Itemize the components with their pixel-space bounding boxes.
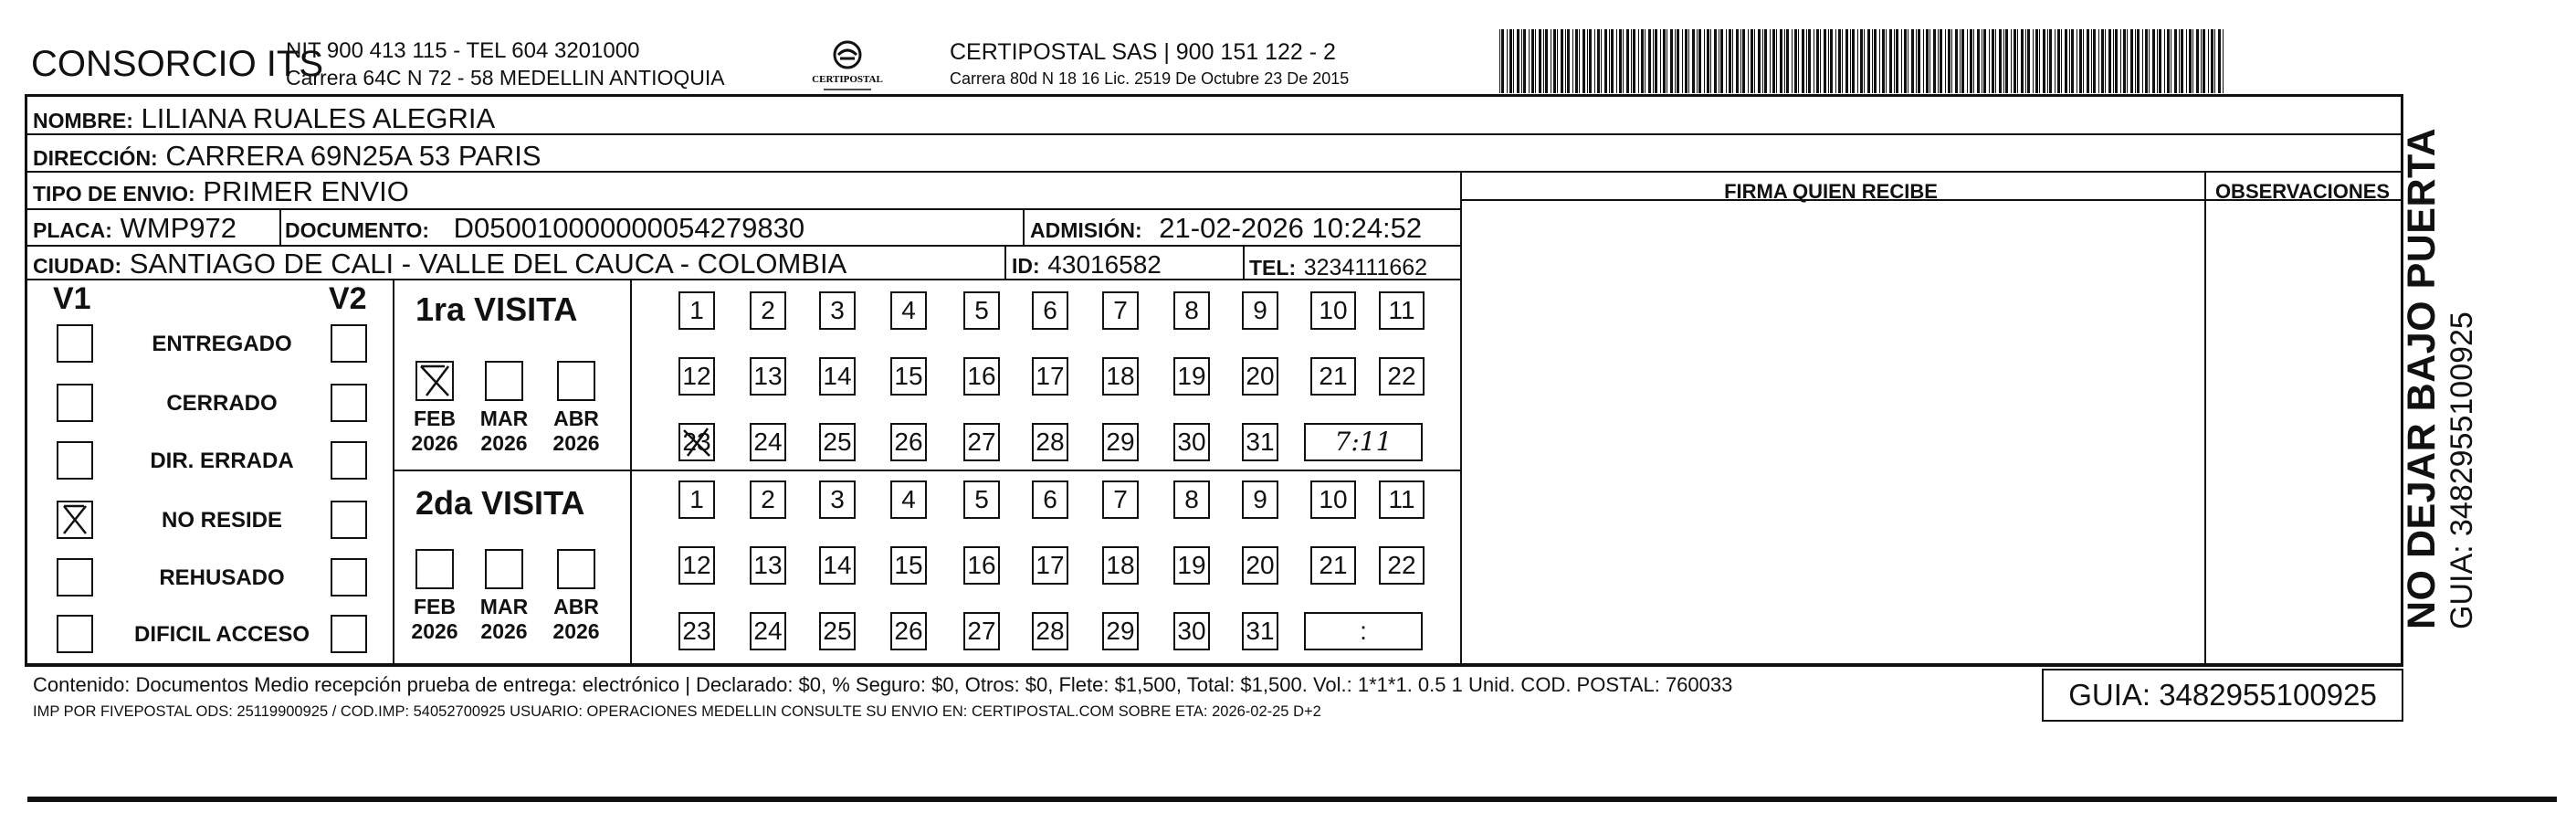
- month-checkbox-feb[interactable]: [415, 361, 454, 401]
- day-number: 8: [1184, 485, 1199, 513]
- day-number: 3: [830, 296, 845, 324]
- bottom-rule: [27, 797, 2557, 802]
- day-number: 25: [823, 617, 852, 645]
- day-number: 10: [1319, 296, 1348, 324]
- day-number: 2: [761, 296, 775, 324]
- day-number: 19: [1177, 362, 1206, 390]
- day-box[interactable]: [1032, 423, 1068, 461]
- month-checkbox-abr[interactable]: [557, 549, 595, 589]
- divider: [1023, 208, 1025, 245]
- day-number: 4: [901, 485, 916, 513]
- day-number: 31: [1246, 617, 1275, 645]
- month-label: [549, 406, 604, 456]
- certipostal-nit: CERTIPOSTAL SAS | 900 151 122 - 2: [950, 39, 1336, 65]
- day-number: 22: [1387, 551, 1416, 579]
- month-year: 2026: [480, 431, 528, 455]
- day-number: 28: [1036, 617, 1065, 645]
- day-box[interactable]: [1032, 612, 1068, 650]
- tipo-envio-value: PRIMER ENVIO: [203, 175, 409, 207]
- v2-checkbox[interactable]: [331, 558, 367, 597]
- day-number: 10: [1319, 485, 1348, 513]
- placa-field: [33, 212, 237, 245]
- day-number: 29: [1106, 617, 1135, 645]
- divider: [1004, 245, 1006, 279]
- day-number: 2: [761, 485, 775, 513]
- day-box[interactable]: [819, 291, 856, 330]
- no-dejar-bajo-puerta: NO DEJAR BAJO PUERTA: [2400, 127, 2444, 629]
- direccion-label: DIRECCIÓN:: [33, 146, 158, 170]
- day-number: 26: [894, 617, 923, 645]
- day-box[interactable]: [1310, 546, 1356, 585]
- day-box[interactable]: [750, 612, 786, 650]
- day-box[interactable]: [1102, 291, 1139, 330]
- documento-value: D050010000000054279830: [453, 212, 805, 244]
- visit1-time-value: 7:11: [1334, 427, 1393, 457]
- month-checkbox-mar[interactable]: [485, 549, 523, 589]
- month-label: [407, 595, 462, 644]
- divider: [1243, 245, 1245, 279]
- day-box[interactable]: [890, 612, 927, 650]
- month-name: FEB: [414, 595, 456, 618]
- day-box[interactable]: [963, 480, 1000, 519]
- status-label: ENTREGADO: [152, 332, 292, 356]
- day-box[interactable]: [1310, 291, 1356, 330]
- month-checkbox-feb[interactable]: [415, 549, 454, 589]
- month-label: [477, 595, 531, 644]
- month-name: MAR: [479, 406, 529, 430]
- day-number: 21: [1319, 362, 1348, 390]
- day-number: 13: [753, 551, 783, 579]
- day-number: 11: [1388, 296, 1415, 324]
- nombre-field: [33, 102, 495, 135]
- day-box[interactable]: [750, 546, 786, 585]
- status-label: DIR. ERRADA: [150, 449, 294, 473]
- day-number: 21: [1319, 551, 1348, 579]
- v2-checkbox[interactable]: [331, 615, 367, 653]
- month-checkbox-mar[interactable]: [485, 361, 523, 401]
- day-box[interactable]: [1242, 546, 1278, 585]
- id-label: ID:: [1012, 254, 1040, 278]
- day-number: 15: [894, 362, 923, 390]
- day-number: 31: [1246, 428, 1275, 456]
- day-number: 28: [1036, 428, 1065, 456]
- company-address: Carrera 64C N 72 - 58 MEDELLIN ANTIOQUIA: [286, 66, 725, 90]
- ciudad-field: [33, 248, 846, 280]
- day-box[interactable]: [678, 480, 715, 519]
- day-box[interactable]: [1173, 546, 1210, 585]
- day-number: 23: [682, 617, 711, 645]
- day-number: 15: [894, 551, 923, 579]
- month-year: 2026: [552, 431, 600, 455]
- day-number: 27: [967, 617, 996, 645]
- day-number: 20: [1246, 362, 1275, 390]
- day-number: 6: [1043, 296, 1057, 324]
- barcode-icon: [1498, 29, 2228, 93]
- placa-value: WMP972: [120, 212, 237, 244]
- day-box[interactable]: [819, 546, 856, 585]
- day-number: 9: [1253, 296, 1267, 324]
- day-number: 29: [1106, 428, 1135, 456]
- month-checkbox-abr[interactable]: [557, 361, 595, 401]
- ciudad-value: SANTIAGO DE CALI - VALLE DEL CAUCA - COLOMBIA: [129, 248, 847, 280]
- logo-text: CERTIPOSTAL: [812, 74, 883, 85]
- day-box[interactable]: [890, 423, 927, 461]
- day-box[interactable]: [1032, 546, 1068, 585]
- day-number: 1: [689, 485, 704, 513]
- day-box[interactable]: [1310, 480, 1356, 519]
- day-box[interactable]: [1102, 423, 1139, 461]
- tel-value: 3234111662: [1303, 255, 1428, 280]
- day-number: 3: [830, 485, 845, 513]
- day-box[interactable]: [963, 423, 1000, 461]
- day-number: 13: [753, 362, 783, 390]
- admision-value: 21-02-2026 10:24:52: [1159, 212, 1423, 244]
- divider: [393, 470, 1460, 471]
- placa-label: PLACA:: [33, 218, 112, 242]
- day-box[interactable]: [1173, 423, 1210, 461]
- day-box[interactable]: [1379, 480, 1425, 519]
- divider: [279, 208, 281, 245]
- day-number: 20: [1246, 551, 1275, 579]
- v1-header: V1: [53, 281, 91, 316]
- day-number: 24: [753, 617, 783, 645]
- admision-field: [1030, 212, 1422, 245]
- month-year: 2026: [480, 619, 528, 643]
- day-box[interactable]: [678, 291, 715, 330]
- visit2-title: 2da VISITA: [415, 484, 585, 522]
- documento-field: [285, 212, 804, 245]
- month-name: FEB: [414, 406, 456, 430]
- day-number: 27: [967, 428, 996, 456]
- day-number: 16: [967, 362, 996, 390]
- day-number: 23: [682, 428, 711, 456]
- day-number: 18: [1106, 551, 1135, 579]
- day-box[interactable]: [750, 357, 786, 396]
- v2-checkbox[interactable]: [331, 324, 367, 363]
- v2-checkbox[interactable]: [331, 441, 367, 480]
- status-label: REHUSADO: [159, 565, 285, 590]
- day-box[interactable]: [1310, 357, 1356, 396]
- day-box[interactable]: [1242, 480, 1278, 519]
- check-mark-icon: [417, 363, 452, 399]
- day-box[interactable]: [1173, 480, 1210, 519]
- day-box[interactable]: [678, 612, 715, 650]
- month-name: MAR: [479, 595, 529, 618]
- month-name: ABR: [553, 406, 599, 430]
- day-number: 16: [967, 551, 996, 579]
- day-box[interactable]: [890, 291, 927, 330]
- tipo-envio-field: [33, 175, 409, 208]
- day-number: 25: [823, 428, 852, 456]
- side-guia: GUIA: 3482955100925: [2445, 311, 2479, 629]
- day-box[interactable]: [1032, 291, 1068, 330]
- nombre-value: LILIANA RUALES ALEGRIA: [141, 102, 496, 134]
- day-number: 8: [1184, 296, 1199, 324]
- day-number: 14: [823, 362, 852, 390]
- divider: [27, 245, 1460, 247]
- day-number: 22: [1387, 362, 1416, 390]
- day-number: 24: [753, 428, 783, 456]
- day-box[interactable]: [1173, 612, 1210, 650]
- month-label: [407, 406, 462, 456]
- day-box[interactable]: [678, 357, 715, 396]
- contents-line: Contenido: Documentos Medio recepción prueba de entrega: electrónico | Declarado: $0, % Seguro: $0, Otros: $0, Flete: $1,500, Total: $1,500. Vol.: 1*1*1. 0.5 1 Unid. COD. POSTAL: 760033: [33, 673, 1733, 696]
- month-label: [477, 406, 531, 456]
- id-value: 43016582: [1047, 250, 1162, 279]
- divider: [27, 663, 2401, 665]
- day-number: 19: [1177, 551, 1206, 579]
- status-label: NO RESIDE: [161, 508, 283, 533]
- day-number: 26: [894, 428, 923, 456]
- observaciones-header: OBSERVACIONES: [2214, 180, 2391, 203]
- day-box[interactable]: [750, 480, 786, 519]
- admision-label: ADMISIÓN:: [1030, 218, 1142, 242]
- day-box[interactable]: [1173, 291, 1210, 330]
- tel-label: TEL:: [1249, 256, 1297, 280]
- nombre-label: NOMBRE:: [33, 109, 133, 132]
- certipostal-address: Carrera 80d N 18 16 Lic. 2519 De Octubre 23 De 2015: [950, 69, 1350, 88]
- day-box[interactable]: [750, 423, 786, 461]
- day-number: 5: [974, 485, 989, 513]
- month-name: ABR: [553, 595, 599, 618]
- day-box[interactable]: [890, 546, 927, 585]
- day-box[interactable]: [750, 291, 786, 330]
- tipo-envio-label: TIPO DE ENVIO:: [33, 182, 195, 206]
- day-box[interactable]: [819, 612, 856, 650]
- cross-mark-icon: [680, 425, 713, 459]
- day-number: 12: [682, 551, 711, 579]
- day-box[interactable]: [1173, 357, 1210, 396]
- day-number: 6: [1043, 485, 1057, 513]
- divider: [1460, 171, 1462, 663]
- divider: [2204, 171, 2206, 663]
- day-box[interactable]: [819, 357, 856, 396]
- day-box[interactable]: [963, 546, 1000, 585]
- day-number: 1: [689, 296, 704, 324]
- direccion-value: CARRERA 69N25A 53 PARIS: [165, 140, 541, 172]
- visit1-title: 1ra VISITA: [415, 290, 578, 328]
- day-box[interactable]: [1242, 291, 1278, 330]
- day-number: 7: [1113, 296, 1128, 324]
- day-box[interactable]: [819, 480, 856, 519]
- status-label: CERRADO: [166, 391, 278, 416]
- day-box[interactable]: [1242, 612, 1278, 650]
- visit1-time[interactable]: [1304, 423, 1423, 461]
- day-box[interactable]: [963, 357, 1000, 396]
- month-year: 2026: [411, 431, 458, 455]
- day-box[interactable]: [678, 546, 715, 585]
- day-number: 18: [1106, 362, 1135, 390]
- day-number: 7: [1113, 485, 1128, 513]
- side-notice: [2400, 128, 2480, 629]
- day-box[interactable]: [1102, 546, 1139, 585]
- month-year: 2026: [552, 619, 600, 643]
- company-name: CONSORCIO ITS: [31, 44, 324, 84]
- day-box[interactable]: [890, 480, 927, 519]
- v1-checkbox[interactable]: [57, 384, 93, 422]
- firma-header: FIRMA QUIEN RECIBE: [1724, 180, 1938, 203]
- day-number: 14: [823, 551, 852, 579]
- documento-label: DOCUMENTO:: [285, 218, 430, 242]
- v1-checkbox[interactable]: [57, 558, 93, 597]
- day-box[interactable]: [1102, 357, 1139, 396]
- day-box[interactable]: [1379, 546, 1425, 585]
- v2-checkbox[interactable]: [331, 384, 367, 422]
- day-number: 9: [1253, 485, 1267, 513]
- day-box[interactable]: [1379, 357, 1425, 396]
- divider: [27, 208, 1460, 210]
- day-box[interactable]: [819, 423, 856, 461]
- v1-checkbox[interactable]: [57, 324, 93, 363]
- month-year: 2026: [411, 619, 458, 643]
- certipostal-logo-icon: [811, 35, 884, 99]
- v2-checkbox[interactable]: [331, 501, 367, 539]
- day-number: 4: [901, 296, 916, 324]
- visit2-time-value: :: [1360, 617, 1367, 645]
- day-box[interactable]: [1242, 357, 1278, 396]
- v1-checkbox[interactable]: [57, 441, 93, 480]
- v2-header: V2: [329, 281, 367, 316]
- day-number: 5: [974, 296, 989, 324]
- ciudad-label: CIUDAD:: [33, 254, 122, 278]
- day-box[interactable]: [1242, 423, 1278, 461]
- day-box[interactable]: [1102, 480, 1139, 519]
- id-field: [1012, 248, 1162, 280]
- check-mark-icon: [58, 502, 91, 537]
- day-number: 30: [1177, 428, 1206, 456]
- v1-checkbox[interactable]: [57, 501, 93, 539]
- print-info-line: IMP POR FIVEPOSTAL ODS: 25119900925 / COD.IMP: 54052700925 USUARIO: OPERACIONES MEDELLIN CONSULTE SU ENVIO EN: CERTIPOSTAL.COM SOBRE ETA: 2026-02-25 D+2: [33, 703, 1321, 720]
- status-label: DIFICIL ACCESO: [133, 622, 310, 647]
- day-box[interactable]: [963, 291, 1000, 330]
- day-box[interactable]: [1032, 480, 1068, 519]
- month-label: [549, 595, 604, 644]
- visit2-time[interactable]: [1304, 612, 1423, 650]
- day-box[interactable]: [890, 357, 927, 396]
- day-box[interactable]: [1032, 357, 1068, 396]
- day-number: 30: [1177, 617, 1206, 645]
- day-number: 11: [1388, 485, 1415, 513]
- company-nit: NIT 900 413 115 - TEL 604 3201000: [286, 38, 640, 63]
- tel-field: [1249, 249, 1427, 282]
- v1-checkbox[interactable]: [57, 615, 93, 653]
- day-box[interactable]: [1102, 612, 1139, 650]
- day-box[interactable]: [1379, 291, 1425, 330]
- day-number: 17: [1036, 362, 1065, 390]
- day-number: 12: [682, 362, 711, 390]
- day-box[interactable]: [678, 423, 715, 461]
- guia-number: GUIA: 3482955100925: [2042, 669, 2403, 722]
- direccion-field: [33, 140, 541, 173]
- day-number: 17: [1036, 551, 1065, 579]
- day-box[interactable]: [963, 612, 1000, 650]
